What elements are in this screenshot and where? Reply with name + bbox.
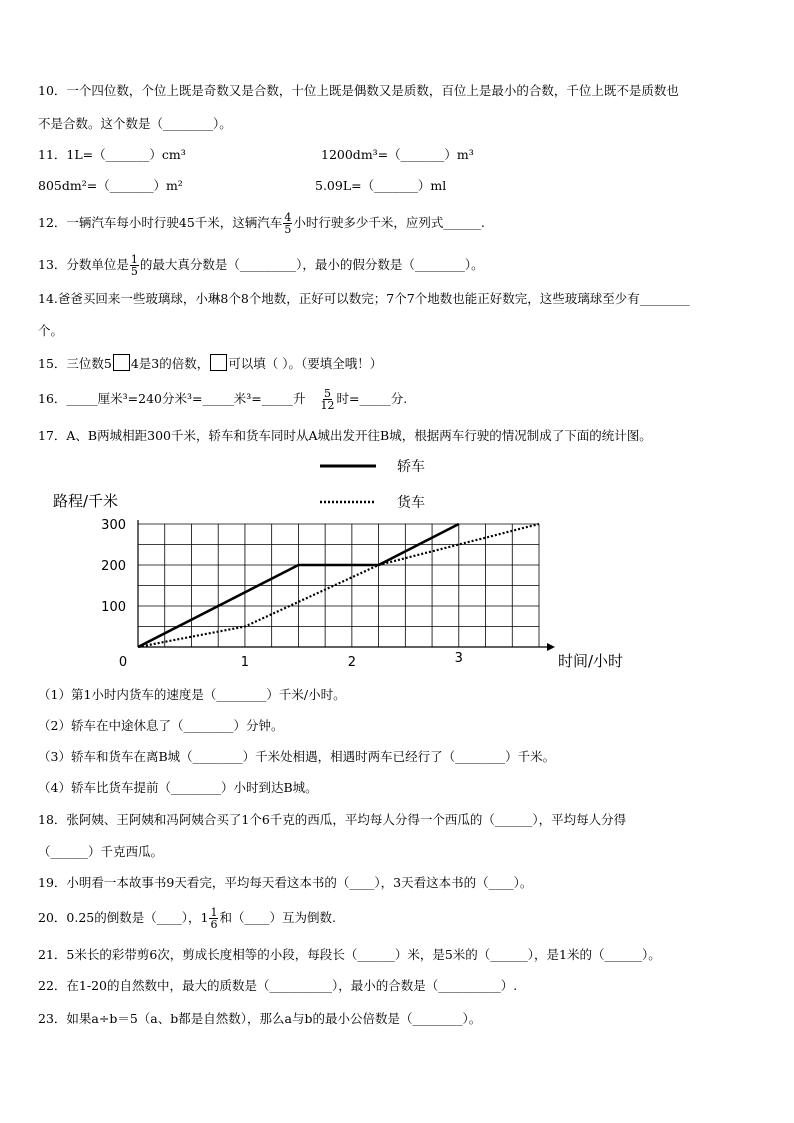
q21: 21．5米长的彩带剪6次，剪成长度相等的小段，每段长（______）米，是5米的（______），是1米的（______）。 [38, 947, 661, 962]
q13: 13．分数单位是 $\frac{1}{5}$ 的最大真分数是（_________），最小的假分数是（________）。 [38, 253, 484, 278]
x-tick-label: 0 [118, 655, 128, 670]
q11-b: 1200dm³=（_______）m³ [321, 147, 474, 162]
q16-fraction: $\frac{5}{12}$ [320, 387, 335, 412]
q10-line2: 不是合数。这个数是（________）。 [38, 116, 232, 131]
x-axis-label: 时间/小时 [558, 652, 624, 670]
y-tick-label: 200 [101, 559, 126, 574]
q20-fraction: $\frac{1}{6}$ [210, 906, 218, 931]
x-tick-label: 1 [240, 655, 250, 670]
q15-digit-box[interactable] [113, 354, 130, 371]
q11-row2 [38, 177, 764, 195]
q10-line1: 10．一个四位数，个位上既是奇数又是合数，十位上既是偶数又是质数，百位上是最小的合数，千位上既不是质数也 [38, 83, 679, 98]
q22: 22．在1-20的自然数中，最大的质数是（__________），最小的合数是（__________）. [38, 978, 518, 993]
q15-digit-box-2[interactable] [210, 354, 227, 371]
q13-fraction: $\frac{1}{5}$ [130, 253, 138, 278]
distance-time-chart [45, 448, 624, 676]
chart-legend [320, 459, 425, 511]
q14-line1: 14.爸爸买回来一些玻璃球，小琳8个8个地数，正好可以数完；7个7个地数也能正好数完，这些玻璃球至少有________ [38, 291, 690, 306]
q12-fraction: $\frac{4}{5}$ [284, 211, 292, 236]
q14-line2: 个。 [38, 323, 64, 338]
q17-sub1: （1）第1小时内货车的速度是（________）千米/小时。 [38, 687, 346, 702]
q11-c: 805dm²=（_______）m² [38, 178, 183, 193]
q23: 23．如果a÷b＝5（a、b都是自然数），那么a与b的最小公倍数是（________）。 [38, 1011, 482, 1026]
y-tick-label: 300 [101, 518, 126, 533]
q16: 16．_____厘米³=240分米³=_____米³=_____升 $\frac{5}{12}$ 时=_____分. [38, 387, 408, 412]
q18-line1: 18．张阿姨、王阿姨和冯阿姨合买了1个6千克的西瓜，平均每人分得一个西瓜的（______），平均每人分得 [38, 812, 627, 827]
q18-line2: （______）千克西瓜。 [38, 844, 164, 859]
q17-stem: 17．A、B两城相距300千米，轿车和货车同时从A城出发开往B城，根据两车行驶的情况制成了下面的统计图。 [38, 428, 652, 443]
x-axis-arrow [547, 643, 555, 651]
q12: 12．一辆汽车每小时行驶45千米，这辆汽车 $\frac{4}{5}$ 小时行驶多少千米，应列式______. [38, 211, 485, 236]
legend-label: 轿车 [397, 459, 425, 475]
q19: 19．小明看一本故事书9天看完，平均每天看这本书的（____），3天看这本书的（____）。 [38, 875, 533, 890]
q17-sub4: （4）轿车比货车提前（________）小时到达B城。 [38, 780, 318, 795]
q15: 15．三位数5 4是3的倍数， 可以填（ ）。（要填全哦！） [38, 356, 383, 371]
q20: 20．0.25的倒数是（____），1 $\frac{1}{6}$ 和（____）互为倒数. [38, 906, 336, 931]
q11-row1 [38, 146, 764, 164]
y-tick-label: 100 [101, 600, 126, 615]
y-axis-label: 路程/千米 [53, 492, 119, 510]
chart-grid [138, 524, 539, 647]
q11-a: 11．1L=（_______）cm³ [38, 147, 186, 162]
x-tick-label: 3 [454, 651, 463, 666]
q17-sub3: （3）轿车和货车在离B城（________）千米处相遇，相遇时两车已经行了（________）千米。 [38, 749, 556, 764]
q17-sub2: （2）轿车在中途休息了（________）分钟。 [38, 718, 284, 733]
legend-label: 货车 [397, 495, 425, 511]
q11-d: 5.09L=（_______）ml [315, 178, 447, 193]
x-tick-label: 2 [347, 655, 357, 670]
